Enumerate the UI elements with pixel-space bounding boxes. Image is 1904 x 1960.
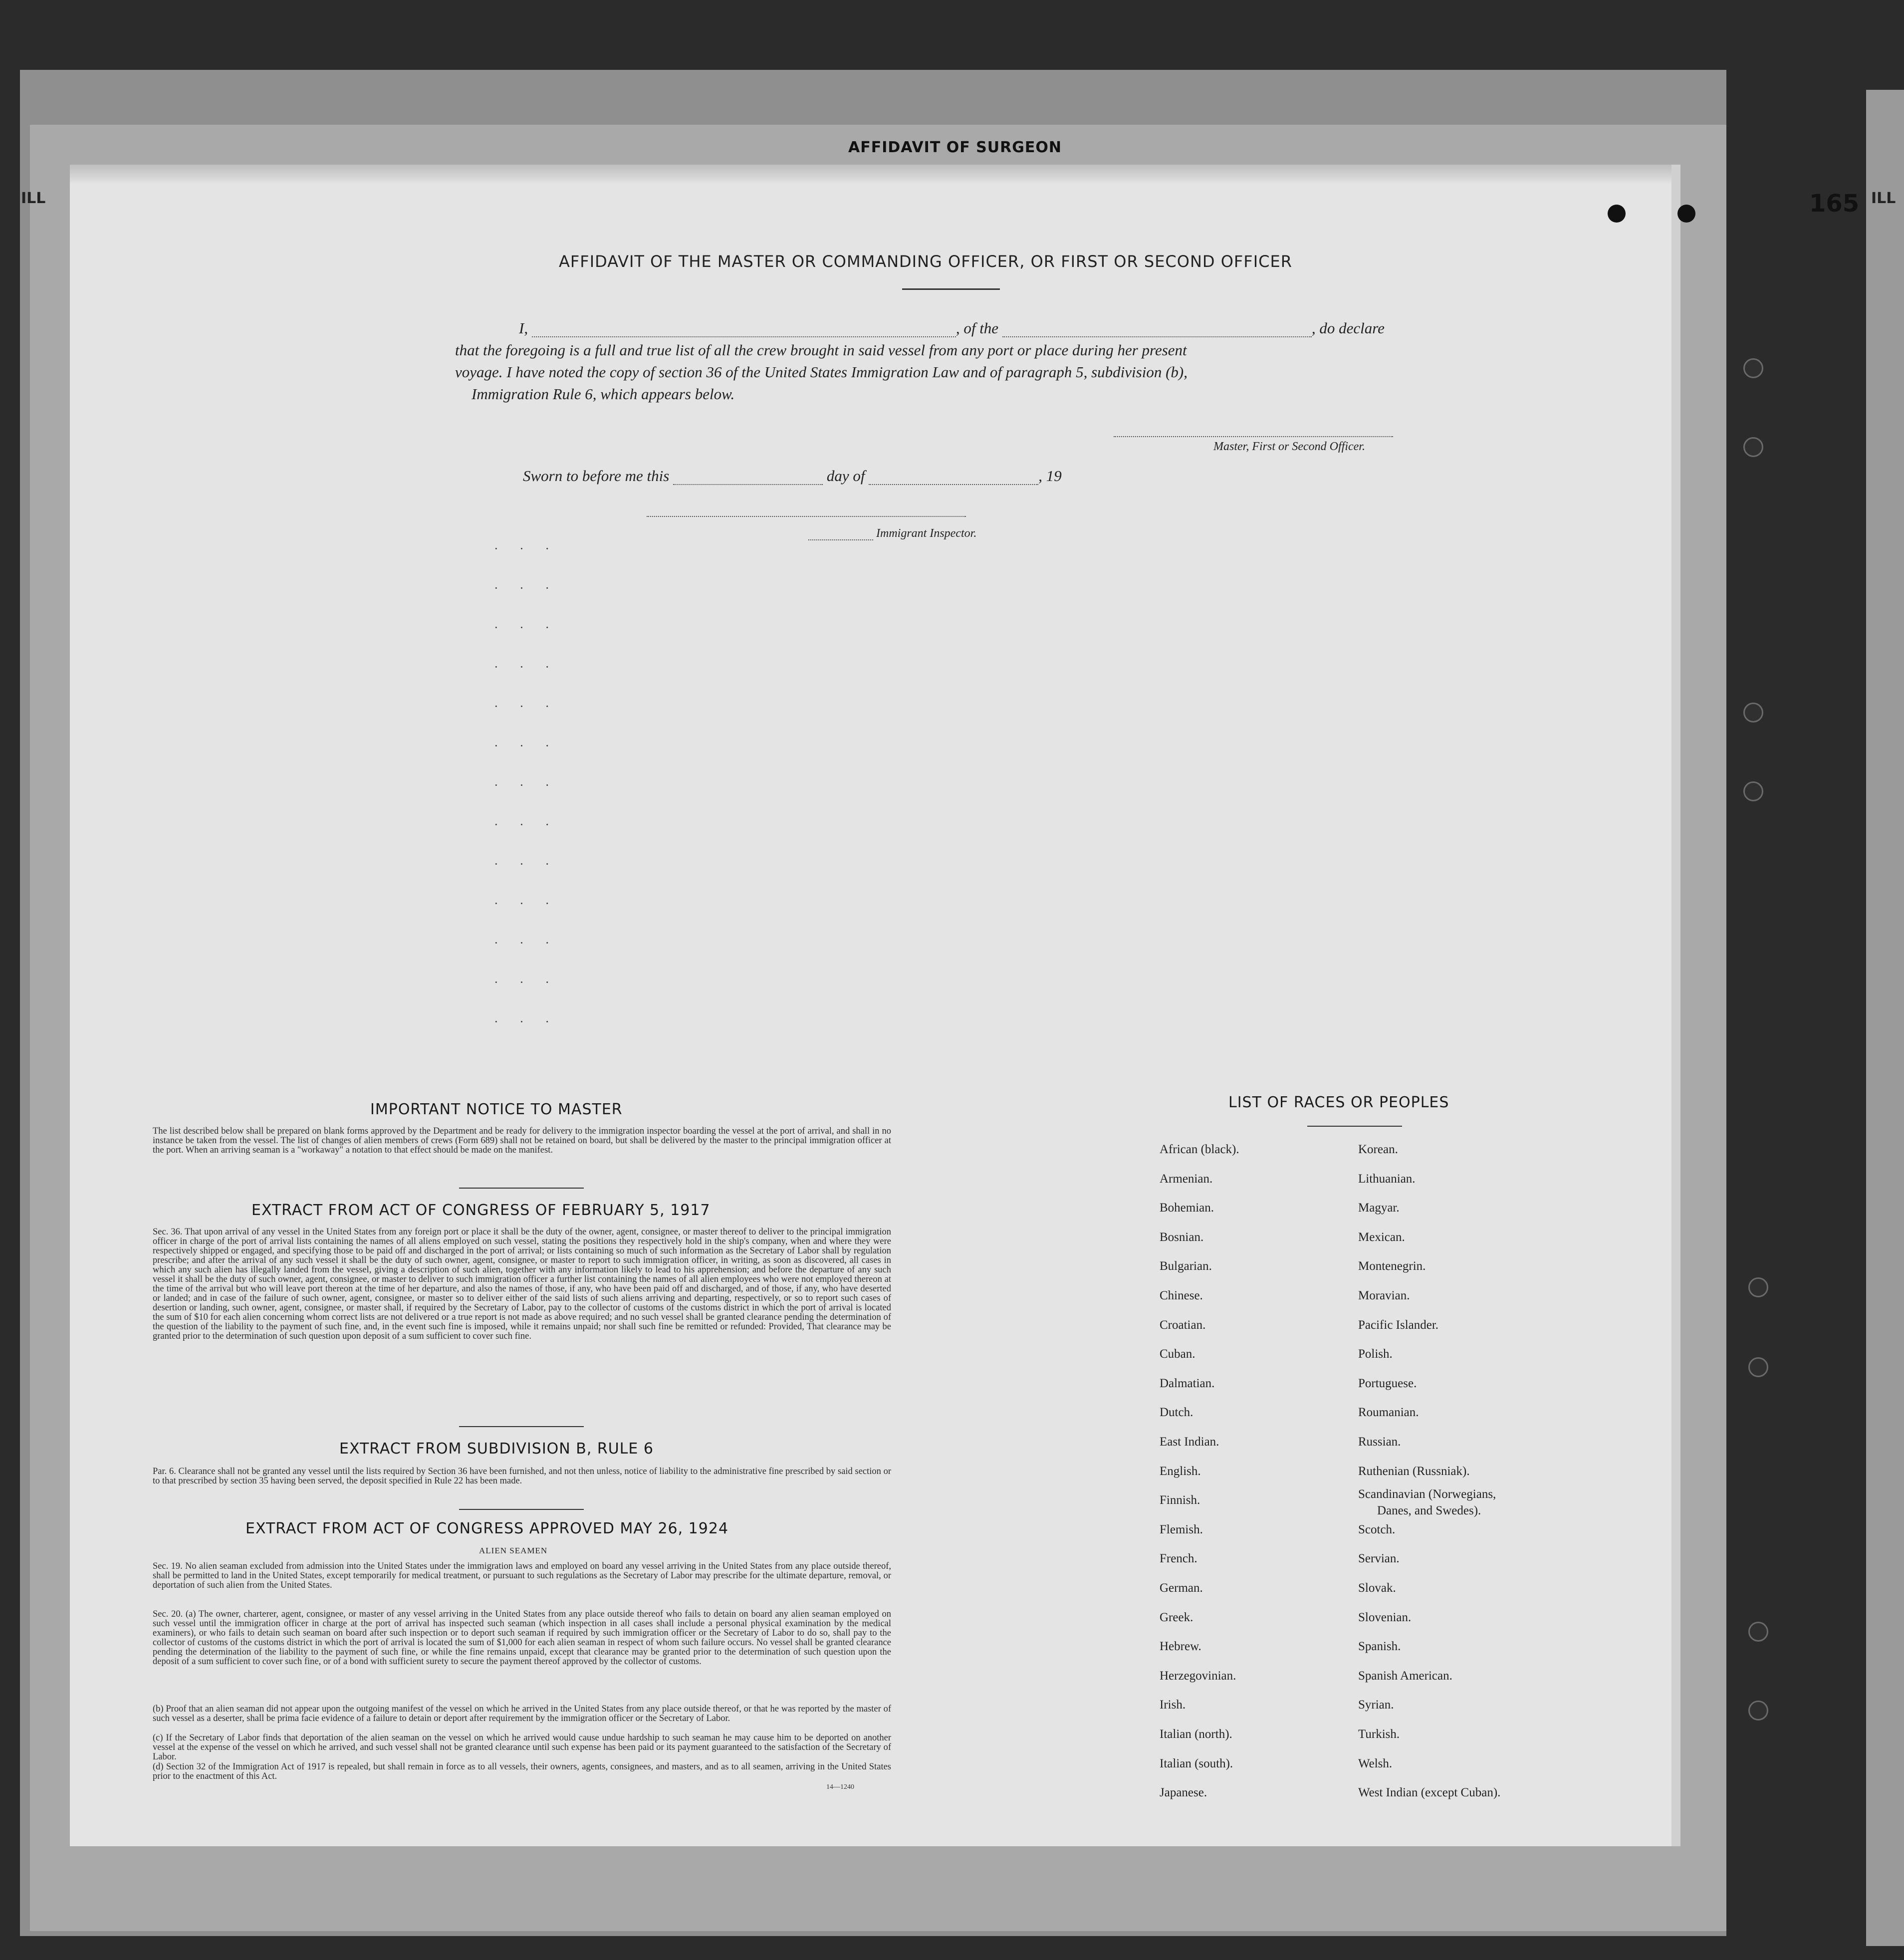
race-item: French. bbox=[1160, 1552, 1197, 1566]
races-title: LIST OF RACES OR PEOPLES bbox=[1228, 1094, 1449, 1111]
race-item: Italian (south). bbox=[1160, 1756, 1233, 1770]
sworn-day-blank[interactable] bbox=[673, 484, 823, 485]
race-item: East Indian. bbox=[1160, 1435, 1219, 1449]
extract-1917-title: EXTRACT FROM ACT OF CONGRESS OF FEBRUARY 5, 1917 bbox=[251, 1202, 711, 1219]
edge-fragment-left: ILL bbox=[21, 190, 46, 207]
divider bbox=[459, 1426, 584, 1427]
sec20a-text: Sec. 20. (a) The owner, charterer, agent, consignee, or master of any vessel arriving in the United States from any place outside thereof who fails to detain on board any alien seaman employed on such vessel until the immigration officer in charge at the port of arrival has inspected such seaman (which inspection in all cases shall include a personal physical examination by the medical examiners), or who fails to detain such seaman on board after such inspection or to deport such seaman if required by such immigration officer or the Secretary of Labor to do so, shall pay to the collector of customs of the customs district in which the port of arrival is located the sum of $1,000 for each alien seaman in respect of whom such failure occurs. No vessel shall be granted clearance pending the determination of the liability to the payment of such fine, or while the fine remains unpaid, except that clearance may be granted prior to the determination of such question upon the deposit of a sum sufficient to cover such fine, or of a bond with sufficient surety to secure the payment thereof approved by the collector of customs. bbox=[153, 1609, 891, 1667]
race-item: Bulgarian. bbox=[1160, 1259, 1212, 1273]
notice-title: IMPORTANT NOTICE TO MASTER bbox=[370, 1101, 623, 1118]
race-item: West Indian (except Cuban). bbox=[1358, 1786, 1501, 1800]
race-item: English. bbox=[1160, 1464, 1201, 1478]
affidavit-line-3: voyage. I have noted the copy of section 36 of the United States Immigration Law and of paragraph 5, subdivision (b), bbox=[455, 363, 1188, 381]
sec20b-text: (b) Proof that an alien seaman did not appear upon the outgoing manifest of the vessel on which he arrived in the United States from any place outside thereof, or that he was reported by the master of such vessel as a deserter, shall be prima facie evidence of a failure to detain or deport after requirement by the immigration officer or the Secretary of Labor. bbox=[153, 1704, 891, 1723]
race-item: African (black). bbox=[1160, 1143, 1239, 1156]
ink-dot bbox=[1677, 205, 1695, 223]
page-top-shadow bbox=[70, 165, 1671, 185]
race-item: German. bbox=[1160, 1581, 1203, 1595]
punch-hole bbox=[1748, 1277, 1768, 1297]
extract-1917-text: Sec. 36. That upon arrival of any vessel in the United States from any foreign port or place it shall be the duty of the owner, agent, consignee, or master thereof to deliver to the principal immigration officer in charge of the port of arrival lists containing the names of all aliens employed on such vessel, stating the positions they respectively hold in the ship's company, when and where they were respectively shipped or engaged, and specifying those to be paid off and discharged in the port of arrival; or lists containing so much of such information as the Secretary of Labor shall by regulation prescribe; and after the arrival of any such vessel it shall be the duty of such owner, agent, consignee, or master to report to such immigration officer, in writing, as soon as discovered, all cases in which any such alien has illegally landed from the vessel, giving a description of such alien, together with any information likely to lead to his apprehension; and before the departure of any such vessel it shall be the duty of such owner, agent, consignee, or master to deliver to such immigration officer a further list containing the names of all alien employees who were not employed thereon at the time of the arrival but who will leave port thereon at the time of her departure, and also the names of those, if any, who have been paid off and discharged, and of those, if any, who have deserted or landed; and in case of the failure of such owner, agent, consignee, or master so to deliver either of the said lists of such aliens arriving and departing, respectively, or so to report such cases of desertion or landing, such owner, agent, consignee, or master shall, if required by the Secretary of Labor, pay to the collector of customs of the customs district in which the port of arrival is located the sum of $10 for each alien concerning whom correct lists are not delivered or a true report is not made as above required; and no such vessel shall be granted clearance pending the determination of the question of the liability to the payment of such fine, and, in the event such fine is imposed, while it remains unpaid; nor shall such fine be remitted or refunded: Provided, That clearance may be granted prior to the determination of such question upon deposit of a sum sufficient to cover such fine. bbox=[153, 1227, 891, 1341]
race-item: Spanish American. bbox=[1358, 1669, 1452, 1683]
race-item-scandinavian-cont: Danes, and Swedes). bbox=[1377, 1504, 1481, 1517]
race-item: Moravian. bbox=[1358, 1289, 1410, 1302]
edge-fragment-right: ILL bbox=[1871, 190, 1896, 207]
divider bbox=[459, 1509, 584, 1510]
vessel-blank[interactable] bbox=[1002, 336, 1312, 337]
race-item: Armenian. bbox=[1160, 1172, 1213, 1186]
punch-hole bbox=[1743, 437, 1763, 457]
notice-text: The list described below shall be prepared on blank forms approved by the Department and be ready for delivery to the immigration inspector boarding the vessel at the port of arrival, and shall in no instance be taken from the vessel. The list of changes of alien members of crews (Form 689) shall not be retained on board, but shall be delivered by the master to the principal immigration officer at the port. When an arriving seaman is a "workaway" a notation to that effect should be made on the manifest. bbox=[153, 1126, 891, 1155]
affidavit-title: AFFIDAVIT OF THE MASTER OR COMMANDING OFFICER, OR FIRST OR SECOND OFFICER bbox=[559, 252, 1292, 271]
faint-guide-dots: · · · · · · · · · · · · · · · · · · · · · · · · · · · · · · · · · · · · · · · bbox=[494, 541, 558, 1029]
name-blank[interactable] bbox=[532, 336, 956, 337]
punch-hole bbox=[1743, 703, 1763, 723]
alien-seamen-subtitle: ALIEN SEAMEN bbox=[479, 1546, 548, 1555]
sec20c-text: (c) If the Secretary of Labor finds that deportation of the alien seaman on the vessel on which he arrived would cause undue hardship to such seaman he may cause him to be deported on another vessel at the expense of the vessel on which he arrived, and such vessel shall not be granted clearance until such expense has been paid or its payment guaranteed to the satisfaction of the Secretary of Labor. bbox=[153, 1733, 891, 1762]
inspector-signature-line[interactable] bbox=[647, 516, 966, 517]
divider bbox=[459, 1188, 584, 1189]
race-item: Dutch. bbox=[1160, 1406, 1193, 1420]
ink-dot bbox=[1608, 205, 1626, 223]
race-item: Italian (north). bbox=[1160, 1727, 1232, 1741]
sec19-text: Sec. 19. No alien seaman excluded from admission into the United States under the immigration laws and employed on board any vessel arriving in the United States from any place outside thereof, shall be permitted to land in the United States, except temporarily for medical treatment, or pursuant to such regulations as the Secretary of Labor may prescribe for the ultimate departure, removal, or deportation of such alien from the United States. bbox=[153, 1561, 891, 1590]
race-item: Flemish. bbox=[1160, 1522, 1203, 1536]
race-item: Welsh. bbox=[1358, 1756, 1393, 1770]
sec20d-text: (d) Section 32 of the Immigration Act of 1917 is repealed, but shall remain in force as to all vessels, their owners, agents, consignees, and masters, and as to all seamen, arriving in the United States prior to the enactment of this Act. bbox=[153, 1762, 891, 1781]
race-item: Syrian. bbox=[1358, 1698, 1394, 1712]
race-item: Scandinavian (Norwegians, bbox=[1358, 1487, 1496, 1501]
race-item: Dalmatian. bbox=[1160, 1376, 1215, 1390]
race-item: Russian. bbox=[1358, 1435, 1401, 1449]
race-item: Servian. bbox=[1358, 1552, 1400, 1566]
race-item: Slovenian. bbox=[1358, 1610, 1412, 1624]
race-item: Croatian. bbox=[1160, 1318, 1206, 1332]
race-item: Montenegrin. bbox=[1358, 1259, 1426, 1273]
right-sheet-edge bbox=[1866, 90, 1904, 1946]
race-item: Roumanian. bbox=[1358, 1406, 1419, 1420]
extract-rule6-title: EXTRACT FROM SUBDIVISION B, RULE 6 bbox=[339, 1440, 654, 1458]
form-number: 14—1240 bbox=[826, 1783, 854, 1791]
race-item: Pacific Islander. bbox=[1358, 1318, 1439, 1332]
document-page bbox=[70, 165, 1680, 1846]
punch-hole bbox=[1743, 358, 1763, 378]
race-item: Slovak. bbox=[1358, 1581, 1396, 1595]
race-item: Cuban. bbox=[1160, 1347, 1195, 1361]
punch-hole bbox=[1743, 781, 1763, 801]
sworn-line: Sworn to before me this day of , 19 bbox=[523, 467, 1062, 485]
race-item: Irish. bbox=[1160, 1698, 1186, 1712]
race-item: Polish. bbox=[1358, 1347, 1393, 1361]
punch-hole bbox=[1748, 1622, 1768, 1642]
race-item: Chinese. bbox=[1160, 1289, 1203, 1302]
extract-1924-title: EXTRACT FROM ACT OF CONGRESS APPROVED MAY 26, 1924 bbox=[245, 1520, 729, 1537]
race-item: Japanese. bbox=[1160, 1786, 1207, 1800]
sworn-month-blank[interactable] bbox=[869, 484, 1038, 485]
title-rule bbox=[902, 288, 1000, 290]
back-sheet-title: AFFIDAVIT OF SURGEON bbox=[848, 139, 1062, 156]
race-item: Scotch. bbox=[1358, 1522, 1396, 1536]
affidavit-line-2: that the foregoing is a full and true list of all the crew brought in said vessel from any port or place during her present bbox=[455, 341, 1187, 359]
race-item: Herzegovinian. bbox=[1160, 1669, 1236, 1683]
race-item: Hebrew. bbox=[1160, 1640, 1201, 1654]
race-item: Turkish. bbox=[1358, 1727, 1400, 1741]
race-item: Finnish. bbox=[1160, 1493, 1200, 1507]
master-signature-label: Master, First or Second Officer. bbox=[1213, 440, 1365, 453]
race-item: Spanish. bbox=[1358, 1640, 1401, 1654]
punch-hole bbox=[1748, 1357, 1768, 1377]
race-item: Mexican. bbox=[1358, 1230, 1405, 1244]
master-signature-line[interactable] bbox=[1114, 436, 1393, 437]
race-item: Bosnian. bbox=[1160, 1230, 1204, 1244]
extract-rule6-text: Par. 6. Clearance shall not be granted any vessel until the lists required by Section 36 have been furnished, and not then unless, notice of liability to the administrative fine prescribed by said section or to that prescribed by section 35 having been served, the deposit specified in Rule 22 has been made. bbox=[153, 1467, 891, 1486]
race-item: Lithuanian. bbox=[1358, 1172, 1416, 1186]
race-item: Ruthenian (Russniak). bbox=[1358, 1464, 1470, 1478]
page-number: 165 bbox=[1809, 190, 1860, 218]
race-item: Korean. bbox=[1358, 1143, 1398, 1156]
inspector-label-line: Immigrant Inspector. bbox=[808, 527, 976, 540]
race-item: Magyar. bbox=[1358, 1201, 1400, 1215]
race-item: Portuguese. bbox=[1358, 1376, 1417, 1390]
race-item: Bohemian. bbox=[1160, 1201, 1214, 1215]
affidavit-line-1: I, , of the , do declare bbox=[519, 319, 1385, 337]
race-item: Greek. bbox=[1160, 1610, 1193, 1624]
races-title-rule bbox=[1307, 1126, 1402, 1127]
affidavit-line-4: Immigration Rule 6, which appears below. bbox=[472, 385, 735, 403]
punch-hole bbox=[1748, 1701, 1768, 1720]
